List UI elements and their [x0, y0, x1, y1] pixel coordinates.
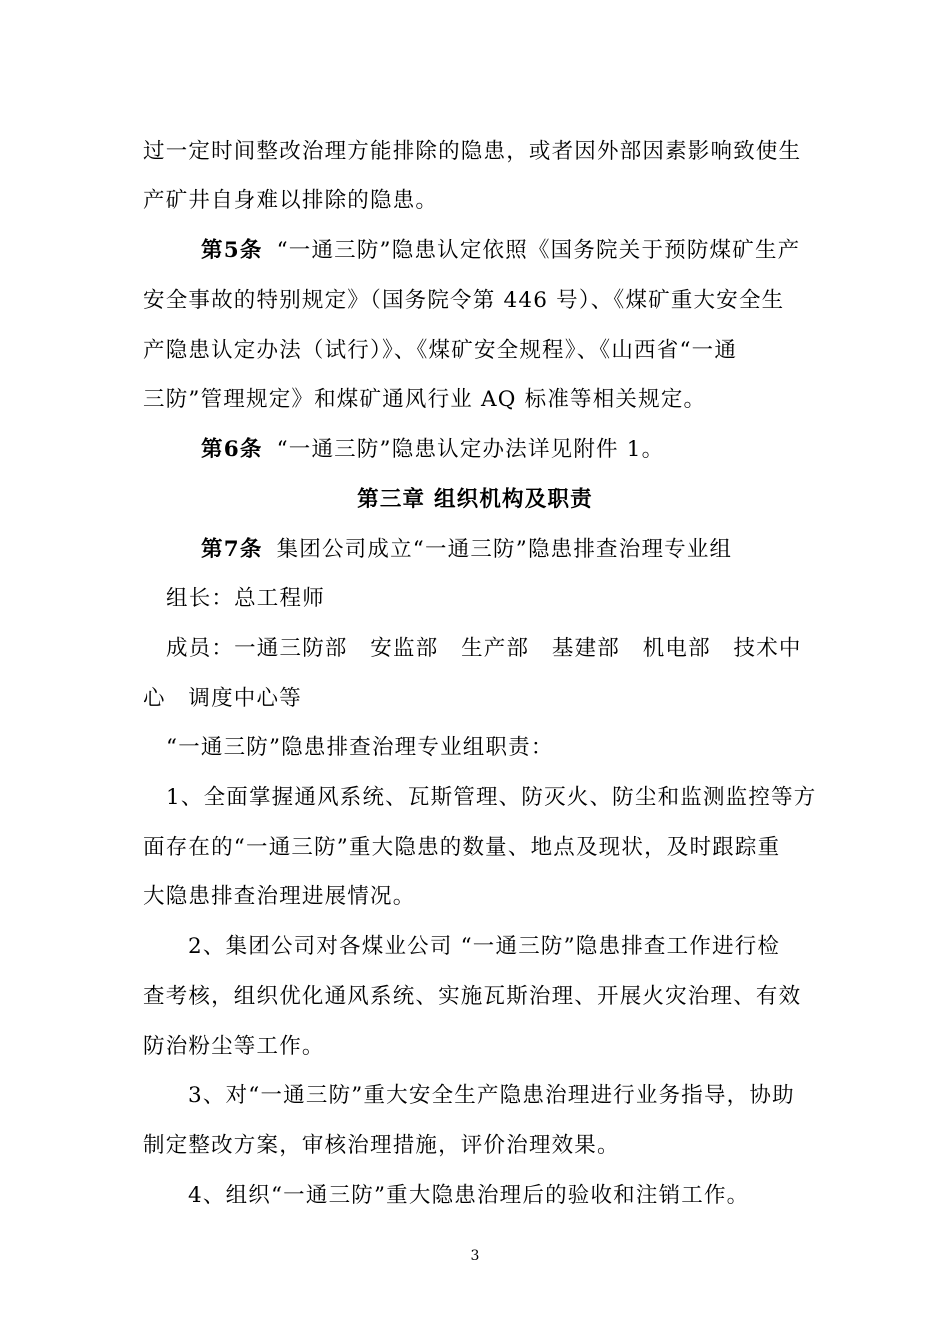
duty-2-line: 2、集团公司对各煤业公司 “一通三防”隐患排查工作进行检: [188, 934, 781, 959]
article-7-label: 第7条: [201, 537, 263, 562]
duty-2-line: 防治粉尘等工作。: [143, 1034, 325, 1059]
paragraph-line: 三防”管理规定》和煤矿通风行业 AQ 标准等相关规定。: [143, 387, 707, 412]
duty-4-line: 4、组织“一通三防”重大隐患治理后的验收和注销工作。: [188, 1183, 750, 1208]
members-line-continued: 心 调度中心等: [143, 686, 302, 711]
duties-title: “一通三防”隐患排查治理专业组职责：: [166, 735, 554, 760]
paragraph-line: 过一定时间整改治理方能排除的隐患，或者因外部因素影响致使生: [143, 139, 802, 164]
article-5-first-line: [201, 236, 800, 266]
paragraph-line: 产隐患认定办法（试行）》、《煤矿安全规程》、《山西省“一通: [143, 338, 738, 363]
article-6-line: [201, 435, 664, 465]
duty-2-line: 查考核，组织优化通风系统、实施瓦斯治理、开展火灾治理、有效: [143, 984, 802, 1009]
paragraph-line: 安全事故的特别规定》（国务院令第 446 号）、《煤矿重大安全生: [143, 288, 785, 313]
article-7-line: [201, 535, 732, 565]
chapter-heading: 第三章 组织机构及职责: [357, 487, 593, 512]
article-6-label: 第6条: [201, 437, 263, 462]
duty-3-line: 制定整改方案，审核治理措施，评价治理效果。: [143, 1133, 620, 1158]
article-5-text: “一通三防”隐患认定依照《国务院关于预防煤矿生产: [276, 238, 801, 263]
article-5-label: 第5条: [201, 238, 263, 263]
duty-1-line: 1、全面掌握通风系统、瓦斯管理、防灭火、防尘和监测监控等方: [166, 785, 817, 810]
paragraph-line: 产矿井自身难以排除的隐患。: [143, 188, 439, 213]
duty-3-line: 3、对“一通三防”重大安全生产隐患治理进行业务指导，协助: [188, 1083, 795, 1108]
leader-line: 组长：总工程师: [166, 586, 325, 611]
article-7-text: 集团公司成立“一通三防”隐患排查治理专业组: [276, 537, 733, 562]
page-number: 3: [470, 1248, 480, 1264]
article-6-text: “一通三防”隐患认定办法详见附件 1。: [276, 437, 665, 462]
duty-1-line: 大隐患排查治理进展情况。: [143, 884, 416, 909]
duty-1-line: 面存在的“一通三防”重大隐患的数量、地点及现状，及时跟踪重: [143, 835, 781, 860]
members-line: 成员：一通三防部 安监部 生产部 基建部 机电部 技术中: [166, 636, 802, 661]
